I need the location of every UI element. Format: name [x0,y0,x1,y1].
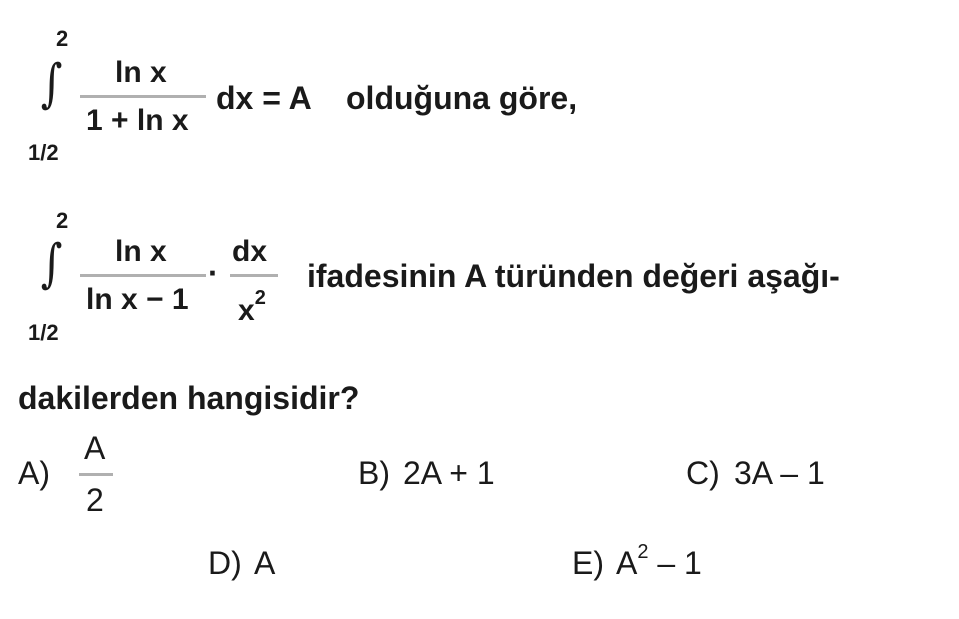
option-a-fraction-bar [79,473,113,476]
integral-2-denominator: ln x − 1 [86,283,189,316]
integral-sign-icon: ∫ [40,234,63,294]
option-d-value: A [254,545,276,581]
multiplication-dot: · [208,255,219,291]
integral-1-fraction-bar [80,95,206,98]
option-b-value: 2A + 1 [403,455,495,491]
option-a-numerator: A [84,430,106,466]
integral-1-tail: dx = A [216,80,312,116]
option-a-label: A) [18,455,50,491]
option-c-value: 3A – 1 [734,455,825,491]
integral-2-text: ifadesinin A türünden değeri aşağı- [307,258,840,294]
integral-1-numerator: ln x [115,56,167,89]
integral-1-denominator: 1 + ln x [86,104,189,137]
integral-1-lower-limit: 1/2 [28,140,59,165]
question-continuation: dakilerden hangisidir? [18,380,360,416]
integral-sign-icon: ∫ [40,54,63,114]
integral-1-upper-limit: 2 [56,26,69,51]
integral-2-numerator: ln x [115,235,167,268]
integral-2-dx-fraction-bar [230,274,278,277]
option-b-label: B) [358,455,390,491]
integral-2-upper-limit: 2 [56,208,69,233]
option-c-label: C) [686,455,720,491]
option-e-label: E) [572,545,604,581]
option-d-label: D) [208,545,242,581]
integral-2-lower-limit: 1/2 [28,320,59,345]
option-e-value: $A^2 - 1$ [616,541,702,581]
integral-2-dx-numerator: dx [232,235,268,268]
integral-1-text: olduğuna göre, [346,80,578,116]
integral-2-fraction-bar [80,274,206,277]
option-a-denominator: 2 [86,482,104,518]
integral-2-dx-denominator: $x^2$ [238,287,266,327]
